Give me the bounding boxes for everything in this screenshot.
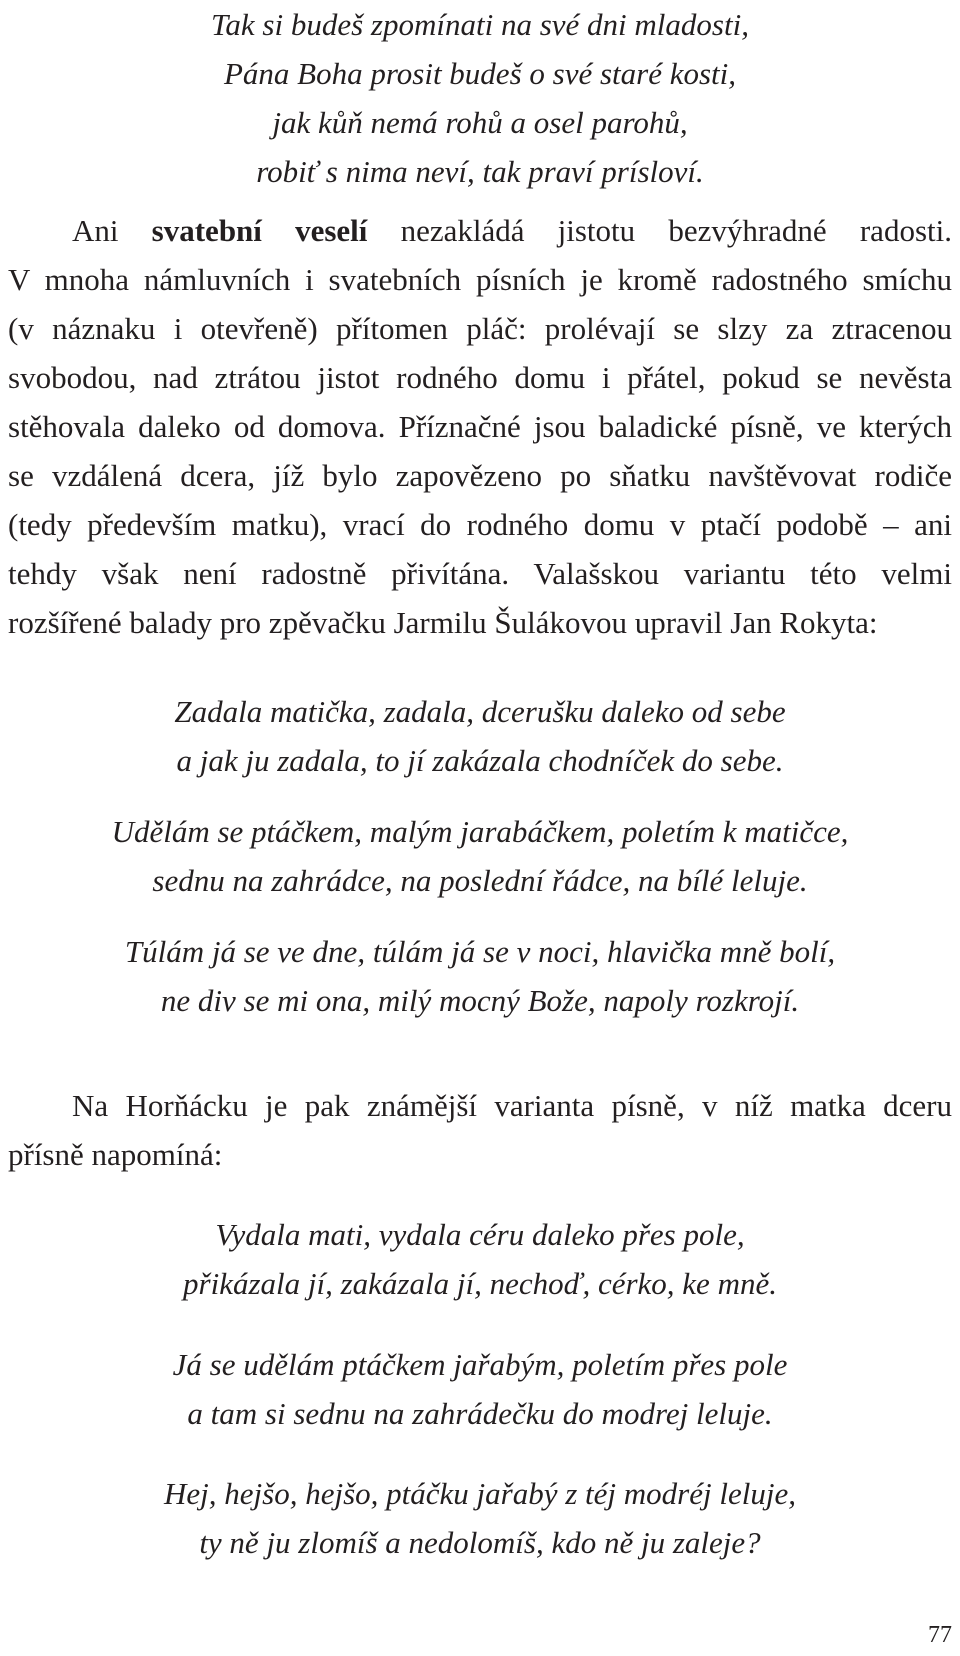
verse-stanza-7 — [0, 1469, 960, 1567]
paragraph-1 — [8, 206, 952, 647]
verse-line: sednu na zahrádce, na poslední řádce, na bílé leluje. — [152, 863, 808, 898]
page-number: 77 — [928, 1622, 952, 1648]
paragraph-line: rozšířené balady pro zpěvačku Jarmilu Šulákovou upravil Jan Rokyta: — [8, 605, 878, 640]
verse-line: a tam si sednu na zahrádečku do modrej leluje. — [187, 1396, 773, 1431]
paragraph-line: svobodou, nad ztrátou jistot rodného domu i přátel, pokud se nevěsta — [8, 360, 952, 395]
verse-stanza-2 — [0, 687, 960, 785]
paragraph-line: Na Horňácku je pak známější varianta písně, v níž matka dceru — [72, 1088, 952, 1123]
verse-line: Hej, hejšo, hejšo, ptáčku jařabý z téj modréj leluje, — [164, 1476, 796, 1511]
paragraph-line: V mnoha námluvních i svatebních písních je kromě radostného smíchu — [8, 262, 952, 297]
paragraph-line: přísně napomíná: — [8, 1137, 223, 1172]
verse-stanza-6 — [0, 1340, 960, 1438]
verse-line: Zadala matička, zadala, dcerušku daleko od sebe — [174, 694, 786, 729]
verse-stanza-4 — [0, 927, 960, 1025]
verse-line: přikázala jí, zakázala jí, nechoď, cérko, ke mně. — [183, 1266, 777, 1301]
bold-term: svatební veselí — [151, 213, 368, 248]
verse-line: Pána Boha prosit budeš o své staré kosti, — [223, 56, 737, 91]
verse-line: Udělám se ptáčkem, malým jarabáčkem, poletím k matičce, — [111, 814, 849, 849]
verse-line: robiť s nima neví, tak praví prísloví. — [256, 154, 704, 189]
verse-stanza-1 — [0, 0, 960, 196]
verse-line: Tak si budeš zpomínati na své dni mladosti, — [211, 7, 749, 42]
text-run: Ani — [72, 213, 119, 248]
paragraph-line: (v náznaku i otevřeně) přítomen pláč: prolévají se slzy za ztracenou — [8, 311, 952, 346]
verse-stanza-3 — [0, 807, 960, 905]
verse-line: ty ně ju zlomíš a nedolomíš, kdo ně ju zaleje? — [199, 1525, 761, 1560]
verse-line: Já se udělám ptáčkem jařabým, poletím přes pole — [172, 1347, 788, 1382]
text-run: nezakládá jistotu bezvýhradné radosti. — [400, 213, 952, 248]
paragraph-line: (tedy především matku), vrací do rodného domu v ptačí podobě – ani — [8, 507, 952, 542]
verse-line: Túlám já se ve dne, túlám já se v noci, hlavička mně bolí, — [124, 934, 836, 969]
paragraph-line: stěhovala daleko od domova. Příznačné jsou baladické písně, ve kterých — [8, 409, 952, 444]
paragraph-line: se vzdálená dcera, jíž bylo zapovězeno po sňatku navštěvovat rodiče — [8, 458, 952, 493]
paragraph-line: tehdy však není radostně přivítána. Valašskou variantu této velmi — [8, 556, 952, 591]
paragraph-line — [8, 206, 952, 255]
verse-line: ne div se mi ona, milý mocný Bože, napoly rozkrojí. — [160, 983, 800, 1018]
verse-stanza-5 — [0, 1210, 960, 1308]
verse-line: jak kůň nemá rohů a osel parohů, — [272, 105, 688, 140]
paragraph-2 — [8, 1081, 952, 1179]
verse-line: Vydala mati, vydala céru daleko přes pole, — [215, 1217, 745, 1252]
verse-line: a jak ju zadala, to jí zakázala chodníček do sebe. — [176, 743, 784, 778]
